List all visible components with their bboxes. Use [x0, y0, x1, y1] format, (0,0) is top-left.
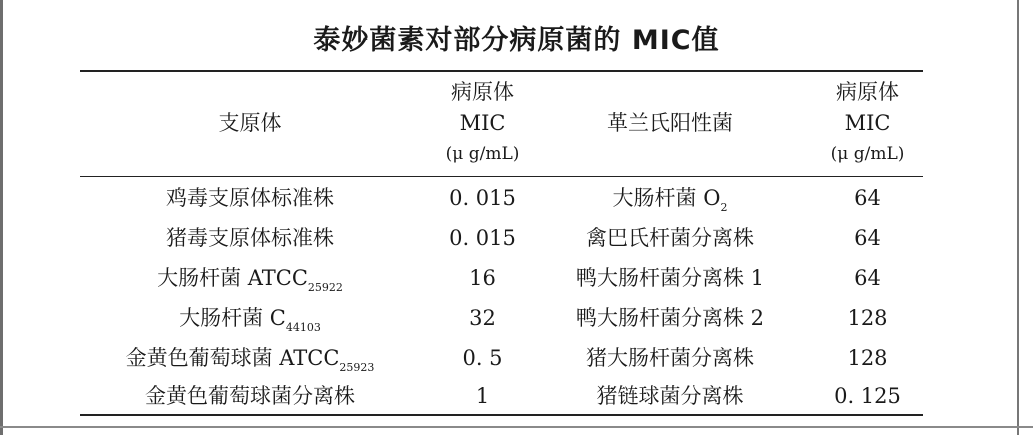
right-name-text: 禽巴氏杆菌分离株 [586, 226, 754, 250]
left-name-text: 鸡毒支原体标准株 [166, 186, 334, 210]
right-name-text: 鸭大肠杆菌分离株 1 [575, 266, 765, 290]
table-cell-right-mic: 64 [854, 266, 881, 290]
left-name-text: 猪毒支原体标准株 [166, 226, 334, 250]
table-cell-right-mic: 128 [847, 346, 888, 370]
header-mic-right-line2: MIC [844, 111, 891, 135]
left-name-text: 大肠杆菌 C [179, 306, 286, 330]
header-mic-left-line1: 病原体 [451, 80, 514, 104]
left-name-text: 大肠杆菌 ATCC [157, 266, 308, 290]
header-mycoplasma [140, 108, 360, 139]
table-cell-right-name [535, 376, 805, 416]
bottom-border [0, 426, 1033, 428]
right-name-text: 猪大肠杆菌分离株 [586, 346, 754, 370]
table-cell-right-name [535, 178, 805, 218]
header-mycoplasma-label: 支原体 [218, 111, 282, 135]
header-mic-right-line1: 病原体 [836, 80, 899, 104]
table-cell-left-name [85, 376, 415, 416]
table-cell-left-mic: 0. 5 [462, 346, 503, 370]
table-cell-left-mic: 32 [469, 306, 496, 330]
table-cell-left-name [85, 218, 415, 258]
table-cell-right-mic: 64 [854, 226, 881, 250]
header-gram-positive-label: 革兰氏阳性菌 [607, 111, 733, 135]
right-border [1017, 0, 1019, 435]
left-border [0, 0, 3, 435]
right-name-text: 猪链球菌分离株 [596, 384, 744, 408]
table-cell-left-name [85, 338, 415, 378]
header-mic-left-line2: MIC [459, 111, 506, 135]
left-name-subscript: 25922 [307, 281, 343, 294]
header-mic-right-unit: (μ g/mL) [830, 144, 905, 164]
table-cell-left-name [85, 178, 415, 218]
table-cell-left-mic: 0. 015 [449, 186, 516, 210]
table-cell-left-mic: 1 [475, 384, 490, 408]
table-cell-right-mic: 64 [854, 186, 881, 210]
left-name-subscript: 44103 [285, 321, 321, 334]
table-cell-right-name [535, 218, 805, 258]
table-cell-left-mic: 16 [469, 266, 496, 290]
header-mic-left-unit: (μ g/mL) [445, 144, 520, 164]
table-cell-left-name [85, 298, 415, 338]
table-cell-right-mic: 128 [847, 306, 888, 330]
table-title: 泰妙菌素对部分病原菌的 MIC值 [313, 25, 720, 56]
left-name-text: 金黄色葡萄球菌 ATCC [125, 346, 340, 370]
table-cell-right-name [535, 298, 805, 338]
table-top-rule [80, 70, 923, 72]
right-name-text: 大肠杆菌 O [612, 186, 721, 210]
left-name-text: 金黄色葡萄球菌分离株 [145, 384, 355, 408]
header-mic-right [800, 77, 935, 170]
header-gram-positive [555, 108, 785, 139]
header-mic-left [415, 77, 550, 170]
table-cell-right-mic: 0. 125 [834, 384, 901, 408]
table-header-rule [80, 176, 923, 177]
table-cell-left-name [85, 258, 415, 298]
table-cell-left-mic: 0. 015 [449, 226, 516, 250]
table-cell-right-name [535, 258, 805, 298]
right-name-subscript: 2 [720, 201, 728, 214]
left-name-subscript: 25923 [339, 361, 375, 374]
table-cell-right-name [535, 338, 805, 378]
right-name-text: 鸭大肠杆菌分离株 2 [575, 306, 765, 330]
